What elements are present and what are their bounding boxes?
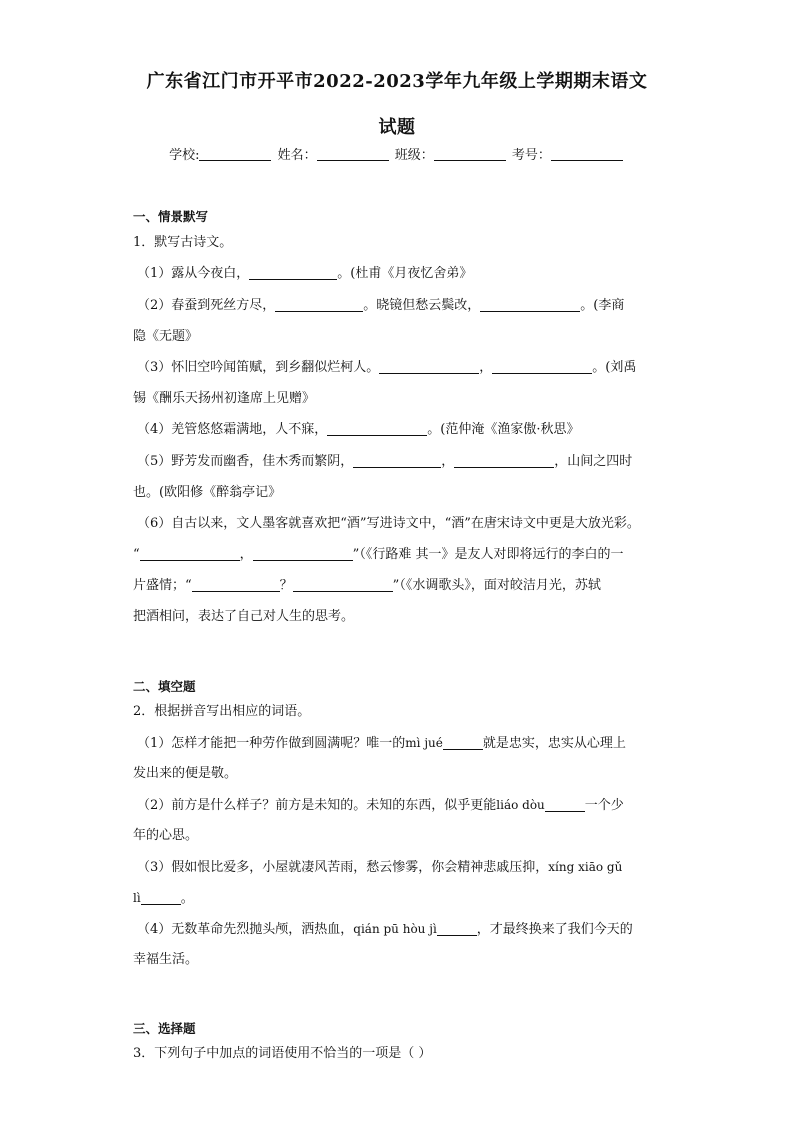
q3-stem: 3．下列句子中加点的词语使用不恰当的一项是（ ） bbox=[133, 1046, 432, 1061]
q1-part4-text-a: （4）羌管悠悠霜满地，人不寐， bbox=[137, 422, 328, 437]
q2-part2 bbox=[137, 796, 624, 815]
answer-blank bbox=[545, 798, 585, 812]
pinyin-hint: xíng xiāo gǔ bbox=[548, 860, 623, 874]
q2-part3-text-a: （3）假如恨比爱多，小屋就凄风苦雨，愁云惨雾，你会精神悲戚压抑， bbox=[137, 860, 549, 875]
answer-blank bbox=[141, 891, 181, 905]
q1-part6-text-d: ”（《行路难 其一》是友人对即将远行的李白的一 bbox=[352, 547, 624, 562]
q1-part3-text-b: ， bbox=[479, 360, 493, 375]
q1-part6-text-e: 片盛情；“ bbox=[133, 578, 192, 593]
q2-part4 bbox=[137, 920, 633, 939]
q1-part3 bbox=[137, 359, 636, 377]
q1-part6-line4: 把酒相问，表达了自己对人生的思考。 bbox=[133, 609, 355, 624]
q1-part5-cont: 也。(欧阳修《醉翁亭记》 bbox=[133, 485, 282, 500]
q1-part4-text-b: 。(范仲淹《渔家傲·秋思》 bbox=[427, 422, 580, 437]
q1-part2-text-b: 。晓镜但愁云鬓改， bbox=[363, 298, 481, 313]
number-blank bbox=[551, 148, 623, 161]
q1-part5-text-a: （5）野芳发而幽香，佳木秀而繁阴， bbox=[137, 454, 354, 469]
q2-part4-text-a: （4）无数革命先烈抛头颅，洒热血， bbox=[137, 922, 354, 937]
q1-part2-cont: 隐《无题》 bbox=[133, 329, 199, 344]
pinyin-hint: lì bbox=[133, 891, 141, 905]
section-heading-3: 三、选择题 bbox=[133, 1021, 196, 1036]
answer-blank bbox=[253, 547, 353, 561]
q1-part6-text-f: ？ bbox=[279, 578, 293, 593]
q1-part2-text-c: 。(李商 bbox=[580, 298, 625, 313]
student-info-row bbox=[0, 144, 794, 163]
name-blank bbox=[317, 148, 389, 161]
answer-blank bbox=[379, 360, 479, 374]
q1-part1-text-a: （1）露从今夜白， bbox=[137, 266, 250, 281]
q2-part1-text-a: （1）怎样才能把一种劳作做到圆满呢？唯一的 bbox=[137, 736, 406, 751]
q2-part1-cont: 发出来的便是敬。 bbox=[133, 766, 238, 781]
q1-part6-line3 bbox=[133, 577, 601, 595]
q1-part3-text-a: （3）怀旧空吟闻笛赋，到乡翻似烂柯人。 bbox=[137, 360, 380, 375]
q1-part6: （6）自古以来，文人墨客就喜欢把“酒”写进诗文中，“酒”在唐宋诗文中更是大放光彩。 bbox=[137, 516, 640, 531]
q2-part3 bbox=[137, 858, 622, 877]
answer-blank bbox=[140, 547, 240, 561]
answer-blank bbox=[192, 578, 280, 592]
pinyin-hint: liáo dòu bbox=[496, 798, 545, 812]
pinyin-hint: mì jué bbox=[405, 736, 443, 750]
answer-blank bbox=[293, 578, 393, 592]
q1-part2-text-a: （2）春蚕到死丝方尽， bbox=[137, 298, 276, 313]
exam-title-line1: 广东省江门市开平市2022-2023学年九年级上学期期末语文 bbox=[146, 71, 648, 92]
class-blank bbox=[434, 148, 506, 161]
q1-part6-text-b: “ bbox=[133, 547, 140, 562]
section-heading-1: 一、情景默写 bbox=[133, 209, 209, 224]
q1-part1 bbox=[137, 265, 472, 283]
number-label: 考号： bbox=[511, 148, 551, 163]
pinyin-hint: qián pū hòu jì bbox=[353, 922, 437, 936]
answer-blank bbox=[454, 454, 554, 468]
answer-blank bbox=[275, 298, 363, 312]
q1-part3-text-c: 。(刘禹 bbox=[592, 360, 637, 375]
q1-part5-text-c: ，山间之四时 bbox=[554, 454, 633, 469]
q2-part1-text-b: 就是忠实，忠实从心理上 bbox=[482, 736, 626, 751]
exam-title-line2: 试题 bbox=[378, 117, 416, 138]
school-label: 学校: bbox=[169, 148, 200, 163]
answer-blank bbox=[327, 422, 427, 436]
q1-part5 bbox=[137, 453, 632, 471]
q2-part2-cont: 年的心思。 bbox=[133, 828, 199, 843]
answer-blank bbox=[443, 736, 483, 750]
q1-stem: 1．默写古诗文。 bbox=[133, 235, 233, 250]
q2-part4-cont: 幸福生活。 bbox=[133, 952, 199, 967]
q1-part6-line2 bbox=[133, 546, 623, 564]
name-label: 姓名： bbox=[277, 148, 317, 163]
answer-blank bbox=[480, 298, 580, 312]
answer-blank bbox=[437, 922, 477, 936]
section-heading-2: 二、填空题 bbox=[133, 679, 196, 694]
q2-part1 bbox=[137, 734, 626, 753]
answer-blank bbox=[492, 360, 592, 374]
q1-part2 bbox=[137, 297, 624, 315]
q2-part2-text-b: 一个少 bbox=[584, 798, 624, 813]
q1-part3-cont: 锡《酬乐天扬州初逢席上见赠》 bbox=[133, 391, 316, 406]
q1-part4 bbox=[137, 421, 580, 439]
answer-blank bbox=[249, 266, 337, 280]
school-blank bbox=[199, 148, 271, 161]
class-label: 班级： bbox=[394, 148, 434, 163]
q2-part3-cont bbox=[133, 889, 194, 908]
q2-part3-text-b: 。 bbox=[180, 891, 194, 906]
q1-part6-text-g: ”（《水调歌头》，面对皎洁月光，苏轼 bbox=[392, 578, 601, 593]
q2-part2-text-a: （2）前方是什么样子？前方是未知的。未知的东西，似乎更能 bbox=[137, 798, 497, 813]
q1-part1-text-b: 。(杜甫《月夜忆舍弟》 bbox=[337, 266, 473, 281]
q2-stem: 2．根据拼音写出相应的词语。 bbox=[133, 704, 311, 719]
q1-part5-text-b: ， bbox=[441, 454, 455, 469]
q2-part4-text-b: ，才最终换来了我们今天的 bbox=[476, 922, 633, 937]
q1-part6-text-c: ， bbox=[239, 547, 253, 562]
answer-blank bbox=[353, 454, 441, 468]
